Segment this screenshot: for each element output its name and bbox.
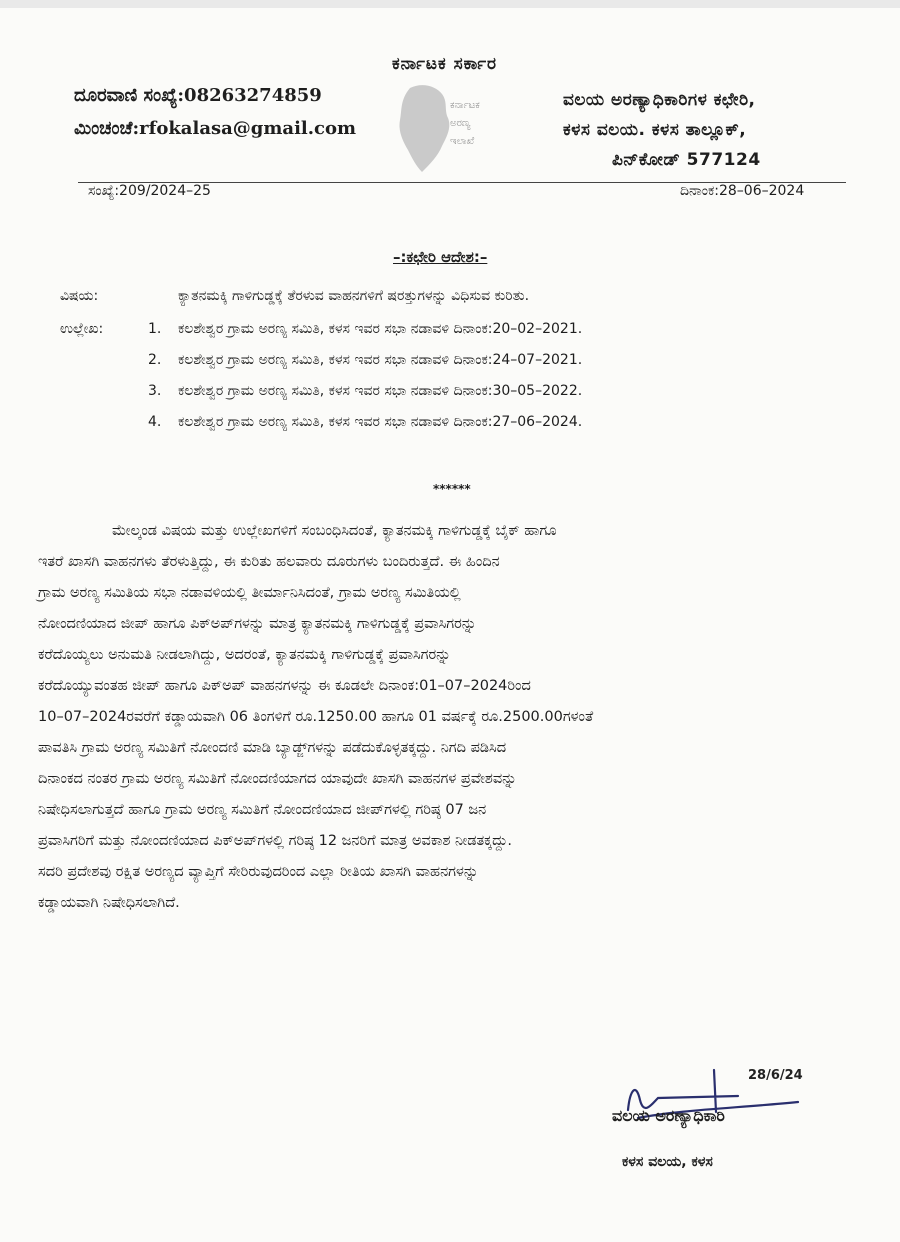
reference-item-text: ಕಲಶೇಶ್ವರ ಗ್ರಾಮ ಅರಣ್ಯ ಸಮಿತಿ, ಕಳಸ ಇವರ ಸಭಾ ನಡಾವಳಿ ದಿನಾಂಕ:24–07–2021. — [178, 352, 583, 368]
body-line: ಕಡ್ಡಾಯವಾಗಿ ನಿಷೇಧಿಸಲಾಗಿದೆ. — [38, 895, 180, 911]
phone-number: ದೂರವಾಣಿ ಸಂಖ್ಯೆ:08263274859 — [74, 85, 322, 106]
signatory-designation: ವಲಯ ಅರಣ್ಯಾಧಿಕಾರಿ — [612, 1106, 725, 1125]
body-line: ನಿಷೇಧಿಸಲಾಗುತ್ತದೆ ಹಾಗೂ ಗ್ರಾಮ ಅರಣ್ಯ ಸಮಿತಿಗೆ ನೋಂದಣಿಯಾದ ಜೀಪ್‌ಗಳಲ್ಲಿ ಗರಿಷ್ಠ 07 ಜನ — [38, 802, 487, 818]
reference-item-number: 1. — [148, 321, 162, 337]
body-line: ದಿನಾಂಕದ ನಂತರ ಗ್ರಾಮ ಅರಣ್ಯ ಸಮಿತಿಗೆ ನೋಂದಣಿಯಾಗದ ಯಾವುದೇ ಖಾಸಗಿ ವಾಹನಗಳ ಪ್ರವೇಶವನ್ನು — [38, 771, 517, 787]
subject-label: ವಿಷಯ: — [60, 288, 99, 304]
body-line: ಕರೆದೊಯ್ಯಲು ಅನುಮತಿ ನೀಡಲಾಗಿದ್ದು, ಅದರಂತೆ, ಕ್ಯಾತನಮಕ್ಕಿ ಗಾಳಿಗುಡ್ಡಕ್ಕೆ ಪ್ರವಾಸಿಗರನ್ನು — [38, 647, 451, 663]
reference-item-text: ಕಲಶೇಶ್ವರ ಗ್ರಾಮ ಅರಣ್ಯ ಸಮಿತಿ, ಕಳಸ ಇವರ ಸಭಾ ನಡಾವಳಿ ದಿನಾಂಕ:20–02–2021. — [178, 321, 583, 337]
seal-line-2: ಅರಣ್ಯ — [450, 118, 471, 129]
seal-line-3: ಇಲಾಖೆ — [450, 136, 475, 147]
reference-item-number: 3. — [148, 383, 162, 399]
body-line: ಗ್ರಾಮ ಅರಣ್ಯ ಸಮಿತಿಯ ಸಭಾ ನಡಾವಳಿಯಲ್ಲಿ ತೀರ್ಮಾನಿಸಿದಂತೆ, ಗ್ರಾಮ ಅರಣ್ಯ ಸಮಿತಿಯಲ್ಲಿ — [38, 585, 461, 601]
body-line: ನೋಂದಣಿಯಾದ ಜೀಪ್ ಹಾಗೂ ಪಿಕ್‌ಅಪ್‌ಗಳನ್ನು ಮಾತ್ರ ಕ್ಯಾತನಮಕ್ಕಿ ಗಾಳಿಗುಡ್ಡಕ್ಕೆ ಪ್ರವಾಸಿಗರನ್ನು — [38, 616, 477, 632]
reference-item-number: 2. — [148, 352, 162, 368]
reference-item-text: ಕಲಶೇಶ್ವರ ಗ್ರಾಮ ಅರಣ್ಯ ಸಮಿತಿ, ಕಳಸ ಇವರ ಸಭಾ ನಡಾವಳಿ ದಿನಾಂಕ:30–05–2022. — [178, 383, 583, 399]
body-line: ಪಾವತಿಸಿ ಗ್ರಾಮ ಅರಣ್ಯ ಸಮಿತಿಗೆ ನೋಂದಣಿ ಮಾಡಿ ಬ್ಯಾಡ್ಜ್‌ಗಳನ್ನು ಪಡೆದುಕೊಳ್ಳತಕ್ಕದ್ದು. ನಿಗದಿ ಪಡಿಸಿದ — [38, 740, 507, 756]
signature-date: 28/6/24 — [748, 1068, 803, 1083]
forest-department-seal — [392, 80, 516, 180]
body-line: ಮೇಲ್ಕಂಡ ವಿಷಯ ಮತ್ತು ಉಲ್ಲೇಖಗಳಿಗೆ ಸಂಬಂಧಿಸಿದಂತೆ, ಕ್ಯಾತನಮಕ್ಕಿ ಗಾಳಿಗುಡ್ಡಕ್ಕೆ ಬೈಕ್ ಹಾಗೂ — [112, 523, 557, 539]
reference-item-number: 4. — [148, 414, 162, 430]
email-address: ಮಿಂಚಂಚೆ:rfokalasa@gmail.com — [74, 118, 357, 139]
karnataka-map-icon — [392, 80, 516, 180]
body-line: 10–07–2024ರವರೆಗೆ ಕಡ್ಡಾಯವಾಗಿ 06 ತಿಂಗಳಿಗೆ ರೂ.1250.00 ಹಾಗೂ 01 ವರ್ಷಕ್ಕೆ ರೂ.2500.00ಗಳಂತೆ — [38, 709, 594, 725]
body-line: ಸದರಿ ಪ್ರದೇಶವು ರಕ್ಷಿತ ಅರಣ್ಯದ ವ್ಯಾಪ್ತಿಗೆ ಸೇರಿರುವುದರಿಂದ ಎಲ್ಲಾ ರೀತಿಯ ಖಾಸಗಿ ವಾಹನಗಳನ್ನು — [38, 864, 479, 880]
body-line: ಇತರೆ ಖಾಸಗಿ ವಾಹನಗಳು ತೆರಳುತ್ತಿದ್ದು, ಈ ಕುರಿತು ಹಲವಾರು ದೂರುಗಳು ಬಂದಿರುತ್ತದೆ. ಈ ಹಿಂದಿನ — [38, 554, 500, 570]
order-title: –:ಕಛೇರಿ ಆದೇಶ:– — [393, 248, 488, 266]
body-line: ಕರೆದೊಯ್ಯುವಂತಹ ಜೀಪ್ ಹಾಗೂ ಪಿಕ್‌ಅಪ್ ವಾಹನಗಳನ್ನು ಈ ಕೂಡಲೇ ದಿನಾಂಕ:01–07–2024ರಿಂದ — [38, 678, 531, 694]
body-line: ಪ್ರವಾಸಿಗರಿಗೆ ಮತ್ತು ನೋಂದಣಿಯಾದ ಪಿಕ್‌ಅಪ್‌ಗಳಲ್ಲಿ ಗರಿಷ್ಠ 12 ಜನರಿಗೆ ಮಾತ್ರ ಅವಕಾಶ ನೀಡತಕ್ಕದ್ದು. — [38, 833, 512, 849]
subject-text: ಕ್ಯಾತನಮಕ್ಕಿ ಗಾಳಿಗುಡ್ಡಕ್ಕೆ ತೆರಳುವ ವಾಹನಗಳಿಗೆ ಷರತ್ತುಗಳನ್ನು ವಿಧಿಸುವ ಕುರಿತು. — [178, 288, 530, 304]
order-document — [0, 8, 900, 1242]
office-pincode: ಪಿನ್‌ಕೋಡ್ 577124 — [612, 150, 761, 170]
order-date: ದಿನಾಂಕ:28–06–2024 — [680, 183, 805, 199]
office-address-line-2: ಕಳಸ ವಲಯ. ಕಳಸ ತಾಲ್ಲೂಕ್, — [563, 120, 747, 140]
office-address-line-1: ವಲಯ ಅರಣ್ಯಾಧಿಕಾರಿಗಳ ಕಛೇರಿ, — [563, 90, 756, 110]
section-separator: ****** — [433, 482, 471, 496]
order-body — [38, 516, 890, 919]
references-label: ಉಲ್ಲೇಖ: — [60, 321, 104, 337]
seal-line-1: ಕರ್ನಾಟಕ — [450, 100, 480, 111]
reference-item-text: ಕಲಶೇಶ್ವರ ಗ್ರಾಮ ಅರಣ್ಯ ಸಮಿತಿ, ಕಳಸ ಇವರ ಸಭಾ ನಡಾವಳಿ ದಿನಾಂಕ:27–06–2024. — [178, 414, 583, 430]
government-heading: ಕರ್ನಾಟಕ ಸರ್ಕಾರ — [392, 54, 498, 74]
signatory-place: ಕಳಸ ವಲಯ, ಕಳಸ — [622, 1154, 713, 1170]
reference-number: ಸಂಖ್ಯೆ:209/2024–25 — [88, 183, 211, 199]
